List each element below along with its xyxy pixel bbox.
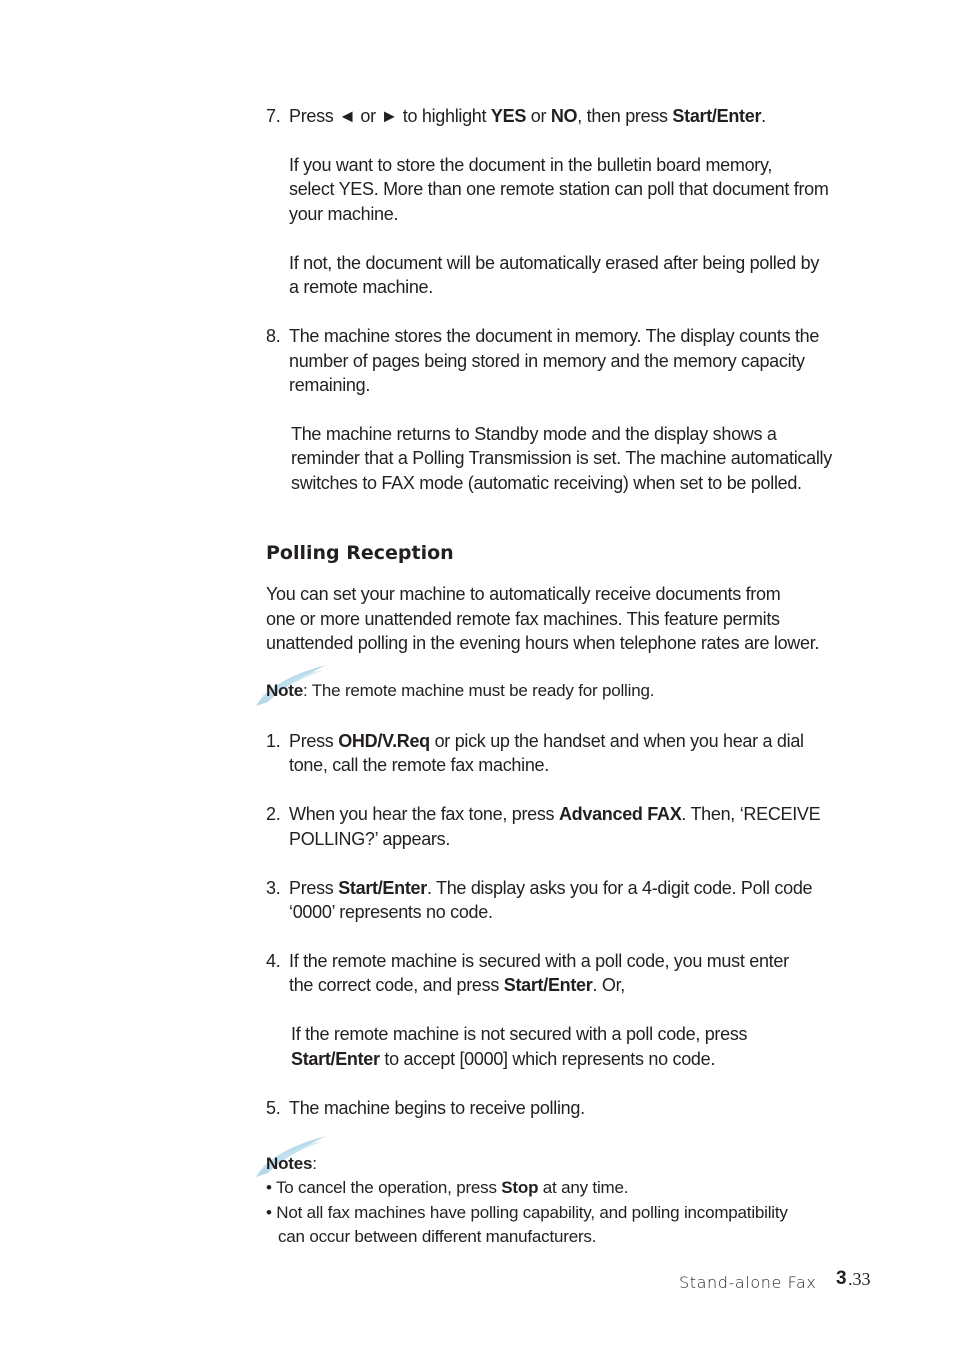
footer-section-name: Stand-alone Fax <box>679 1273 817 1292</box>
step-4-para-line-1: If the remote machine is not secured with a poll code, press <box>291 1024 748 1044</box>
step-2-line-2: POLLING?’ appears. <box>289 829 451 849</box>
step-4-line-1: If the remote machine is secured with a poll code, you must enter <box>289 951 789 971</box>
step-7-para-1-line-1: If you want to store the document in the bulletin board memory, <box>289 155 773 175</box>
step-3-line-1: Press Start/Enter. The display asks you for a 4-digit code. Poll code <box>289 878 813 898</box>
intro-line-3: unattended polling in the evening hours when telephone rates are lower. <box>266 633 820 653</box>
step-7-number: 7. <box>266 106 281 126</box>
step-7-para-2-line-1: If not, the document will be automatically erased after being polled by <box>289 253 820 273</box>
step-4-para-line-2: Start/Enter to accept [0000] which represents no code. <box>291 1049 716 1069</box>
step-5-line-1: The machine begins to receive polling. <box>289 1098 585 1118</box>
step-7-para-2-line-2: a remote machine. <box>289 277 433 297</box>
step-5-number: 5. <box>266 1098 281 1118</box>
step-3-line-2: ‘0000’ represents no code. <box>289 902 493 922</box>
footer-chapter-number: 3 <box>836 1268 847 1289</box>
step-1-number: 1. <box>266 731 281 751</box>
note-polling: Note: The remote machine must be ready for polling. <box>266 681 655 700</box>
notes-label: Notes: <box>266 1154 317 1173</box>
step-8-para-line-2: reminder that a Polling Transmission is set. The machine automatically <box>291 448 832 468</box>
intro-line-2: one or more unattended remote fax machines. This feature permits <box>266 609 780 629</box>
notes-bullet-2-line-2: can occur between different manufacturers. <box>278 1227 597 1246</box>
notes-bullet-1: • To cancel the operation, press Stop at any time. <box>266 1178 629 1197</box>
step-8-line-2: number of pages being stored in memory and the memory capacity <box>289 351 805 371</box>
section-heading: Polling Reception <box>266 542 454 564</box>
step-8-line-1: The machine stores the document in memory. The display counts the <box>289 326 820 346</box>
step-1-line-1: Press OHD/V.Req or pick up the handset and when you hear a dial <box>289 731 804 751</box>
step-4-number: 4. <box>266 951 281 971</box>
step-1-line-2: tone, call the remote fax machine. <box>289 755 549 775</box>
footer-page-number: .33 <box>848 1269 871 1289</box>
intro-line-1: You can set your machine to automatically receive documents from <box>266 584 781 604</box>
step-8-line-3: remaining. <box>289 375 371 395</box>
notes-bullet-2-line-1: • Not all fax machines have polling capability, and polling incompatibility <box>266 1203 788 1222</box>
step-2-number: 2. <box>266 804 281 824</box>
step-8-number: 8. <box>266 326 281 346</box>
step-8-para-line-1: The machine returns to Standby mode and the display shows a <box>291 424 777 444</box>
step-3-number: 3. <box>266 878 281 898</box>
step-7-para-1-line-3: your machine. <box>289 204 399 224</box>
step-2-line-1: When you hear the fax tone, press Advanced FAX. Then, ‘RECEIVE <box>289 804 821 824</box>
step-7-line-1: Press ◄ or ► to highlight YES or NO, then press Start/Enter. <box>289 106 766 126</box>
step-7-para-1-line-2: select YES. More than one remote station can poll that document from <box>289 179 829 199</box>
step-8-para-line-3: switches to FAX mode (automatic receiving) when set to be polled. <box>291 473 802 493</box>
step-4-line-2: the correct code, and press Start/Enter. Or, <box>289 975 625 995</box>
